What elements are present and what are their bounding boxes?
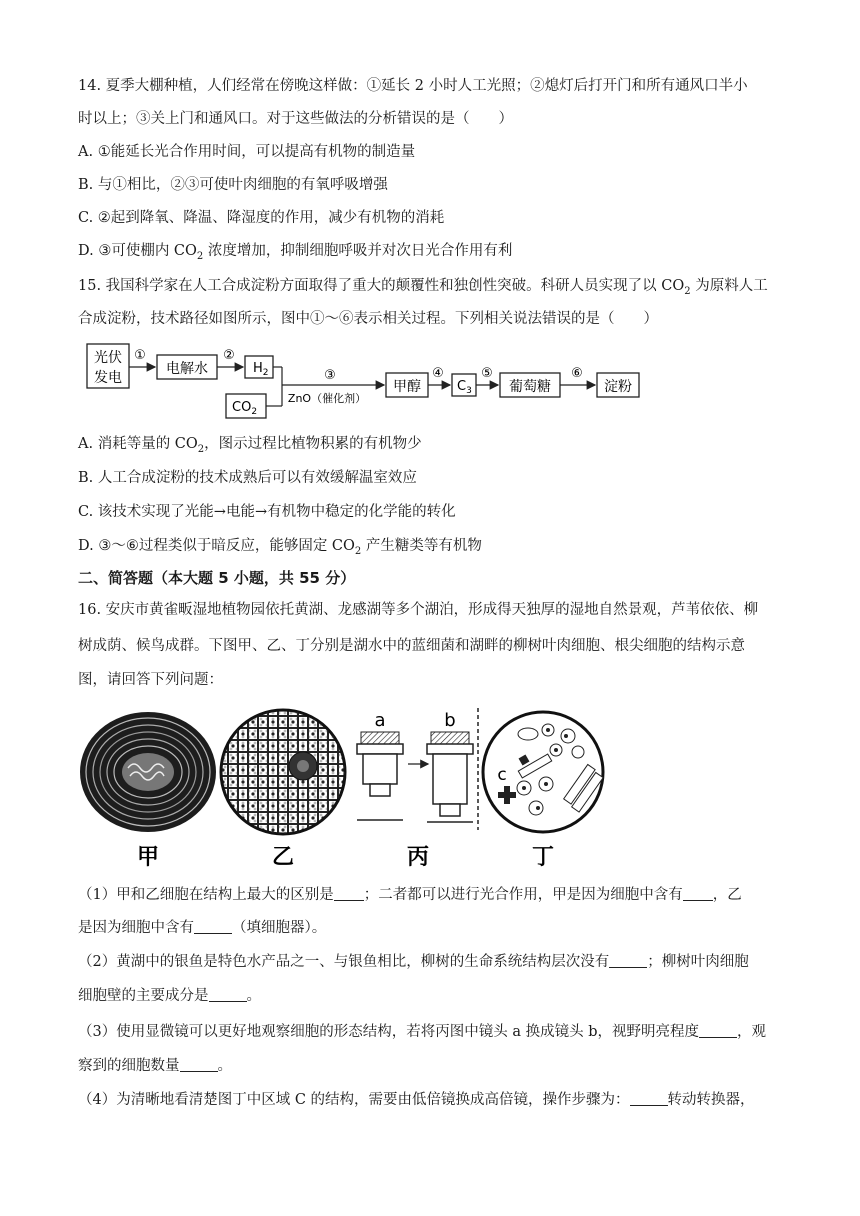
box-hydrogen: [245, 356, 273, 378]
q16-stem-line-1: 16. 安庆市黄雀畈湿地植物园依托黄湖、龙感湖等多个湖泊，形成得天独厚的湿地自然景观，芦苇依依、柳: [78, 602, 759, 618]
svg-text:H2: $H_2$: [253, 361, 269, 378]
q16-part-4-line-1: （4）为清晰地看清楚图丁中区域 C 的结构，需要由低倍镜换成高倍镜，操作步骤为： 转动转换器，: [78, 1092, 755, 1108]
step-1-label: ①: [134, 348, 146, 363]
cyanobacterium-diagram: [80, 712, 216, 832]
box-starch: [597, 373, 639, 397]
figure-label-ding: 丁: [531, 845, 555, 870]
answer-blank[interactable]: [194, 919, 232, 934]
leaf-section-diagram: [221, 710, 345, 834]
q16-part-3-line-1: （3）使用显微镜可以更好地观察细胞的形态结构，若将丙图中镜头 a 换成镜头 b，视野明亮程度 ，观: [78, 1024, 766, 1040]
q16-part-1-line-2: 是因为细胞中含有 （填细胞器）。: [78, 920, 327, 936]
figure-label-yi: 乙: [271, 845, 295, 870]
answer-blank[interactable]: [609, 953, 647, 968]
q15-process-diagram: [82, 340, 652, 422]
answer-blank[interactable]: [630, 1091, 668, 1106]
svg-text:淀粉: 淀粉: [604, 379, 632, 395]
q15-option-c: C. 该技术实现了光能→电能→有机物中稳定的化学能的转化: [78, 504, 456, 520]
answer-blank[interactable]: [334, 886, 364, 901]
box-electrolysis: [157, 355, 217, 379]
box-photovoltaic: [87, 344, 129, 388]
box-methanol: [386, 373, 428, 397]
q14-option-d: D. ③可使棚内 $CO_2$ 浓度增加，抑制细胞呼吸并对次日光合作用有利: [78, 243, 513, 262]
q15-option-b: B. 人工合成淀粉的技术成熟后可以有效缓解温室效应: [78, 470, 417, 486]
q16-part-1-line-1: （1）甲和乙细胞在结构上最大的区别是 ；二者都可以进行光合作用，甲是因为细胞中含有 ，乙: [78, 887, 742, 903]
q15-stem-line-2: 合成淀粉，技术路径如图所示，图中①～⑥表示相关过程。下列相关说法错误的是（ ）: [78, 311, 658, 327]
step-6-label: ⑥: [571, 366, 583, 381]
region-c-label: c: [497, 765, 507, 785]
box-c3: [452, 374, 476, 396]
svg-text:发电: 发电: [94, 370, 122, 386]
svg-text:电解水: 电解水: [166, 361, 208, 377]
svg-text:光伏: 光伏: [94, 350, 122, 366]
q16-part-2-line-2: 细胞壁的主要成分是 。: [78, 988, 261, 1004]
q15-option-a: A. 消耗等量的 $CO_2$，图示过程比植物积累的有机物少: [78, 436, 422, 455]
root-tip-cells-diagram: [483, 712, 603, 832]
q16-stem-line-3: 图，请回答下列问题：: [78, 672, 223, 688]
answer-blank[interactable]: [209, 987, 247, 1002]
svg-text:C3: $C_3$: [457, 379, 472, 396]
objective-lens-b: [427, 710, 473, 822]
step-3-label: ③: [324, 368, 336, 383]
svg-text:葡萄糖: 葡萄糖: [509, 379, 551, 395]
q15-stem-line-1: 15. 我国科学家在人工合成淀粉方面取得了重大的颠覆性和独创性突破。科研人员实现了以 $CO_2$ 为原料人工: [78, 278, 768, 297]
catalyst-label: ZnO（催化剂）: [287, 392, 367, 405]
step-2-label: ②: [223, 348, 235, 363]
box-carbon-dioxide: [226, 394, 266, 418]
section-2-heading: 二、简答题（本大题 5 小题，共 55 分）: [78, 569, 356, 587]
step-5-label: ⑤: [481, 366, 493, 381]
figure-label-bing: 丙: [406, 845, 430, 870]
objective-lens-a: [357, 710, 403, 820]
svg-text:甲醇: 甲醇: [393, 379, 421, 395]
lens-a-label: a: [374, 710, 386, 731]
q16-part-3-line-2: 察到的细胞数量 。: [78, 1058, 232, 1074]
svg-text:CO2: $CO_2$: [232, 400, 258, 417]
q14-option-a: A. ①能延长光合作用时间，可以提高有机物的制造量: [78, 144, 416, 160]
step-4-label: ④: [432, 366, 444, 381]
lens-b-label: b: [444, 710, 456, 731]
q14-option-b: B. 与①相比，②③可使叶肉细胞的有氧呼吸增强: [78, 177, 388, 193]
q14-stem-line-1: 14. 夏季大棚种植，人们经常在傍晚这样做：①延长 2 小时人工光照；②熄灯后打开门和所有通风口半小: [78, 78, 748, 94]
answer-blank[interactable]: [180, 1057, 218, 1072]
answer-blank[interactable]: [699, 1023, 737, 1038]
figure-label-jia: 甲: [136, 845, 160, 870]
q14-stem-line-2: 时以上；③关上门和通风口。对于这些做法的分析错误的是（ ）: [78, 111, 513, 127]
q16-part-2-line-1: （2）黄湖中的银鱼是特色水产品之一、与银鱼相比，柳树的生命系统结构层次没有 ；柳树叶肉细胞: [78, 954, 749, 970]
q16-stem-line-2: 树成荫、候鸟成群。下图甲、乙、丁分别是湖水中的蓝细菌和湖畔的柳树叶肉细胞、根尖细胞的结构示意: [78, 638, 745, 654]
q16-cell-figure: [78, 704, 618, 874]
q15-option-d: D. ③～⑥过程类似于暗反应，能够固定 $CO_2$ 产生糖类等有机物: [78, 538, 482, 557]
box-glucose: [500, 373, 560, 397]
q14-option-c: C. ②起到降氧、降温、降湿度的作用，减少有机物的消耗: [78, 210, 445, 226]
answer-blank[interactable]: [683, 886, 713, 901]
